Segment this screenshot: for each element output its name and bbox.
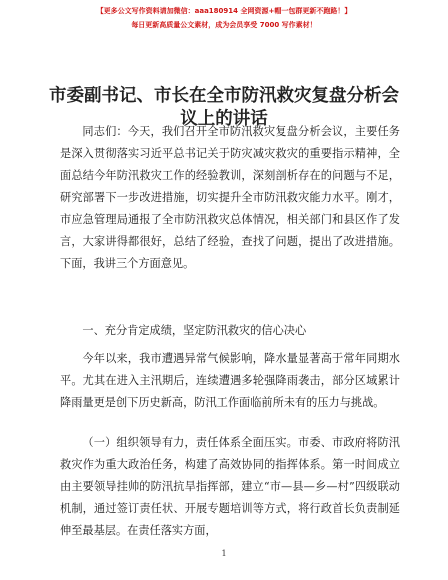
document-title-line-1: 市委副书记、市长在全市防汛救灾复盘分析会 [49,86,399,106]
opening-paragraph: 同志们：今天，我们召开全市防汛救灾复盘分析会议，主要任务是深入贯彻落实习近平总书记关于防灾减灾救灾的重要指示精神，全面总结今年防汛救灾工作的经验教训，深刻剖析存在的问题与不足，研究部署下一步改进措施，切实提升全市防汛救灾能力水平。刚才，市应急管理局通报了全市防汛救灾总体情况，相关部门和县区作了发言，大家讲得都很好，总结了经验，查找了问题，提出了改进措施。下面，我讲三个方面意见。 [60,125,400,270]
promo-banner-line-2: 每日更新高质量公文素材，成为会员享受 7000 写作素材！ [131,21,317,29]
document-title-line-2: 议上的讲话 [180,109,268,129]
promo-banner-line-1: 【更多公文写作资料请加微信：aaa180914 全网资源+帽一包群更新不跑路！】 [96,7,352,15]
page-number: 1 [221,549,227,558]
body-paragraph: （一）组织领导有力，责任体系全面压实。市委、市政府将防汛救灾作为重大政治任务，构建了高效协同的指挥体系。第一时间成立由主要领导挂帅的防汛抗旱指挥部，建立“市—县—乡—村”四级联动机制，通过签订责任状、开展专题培训等方式，将行政首长负责制延伸至最基层。在责任落实方面， [60,436,400,537]
section-heading: 一、充分肯定成绩，坚定防汛救灾的信心决心 [82,324,307,337]
body-paragraph: 今年以来，我市遭遇异常气候影响，降水量显著高于常年同期水平。尤其在进入主汛期后，连续遭遇多轮强降雨袭击，部分区域累计降雨量更是创下历史新高，防汛工作面临前所未有的压力与挑战。 [60,352,400,409]
